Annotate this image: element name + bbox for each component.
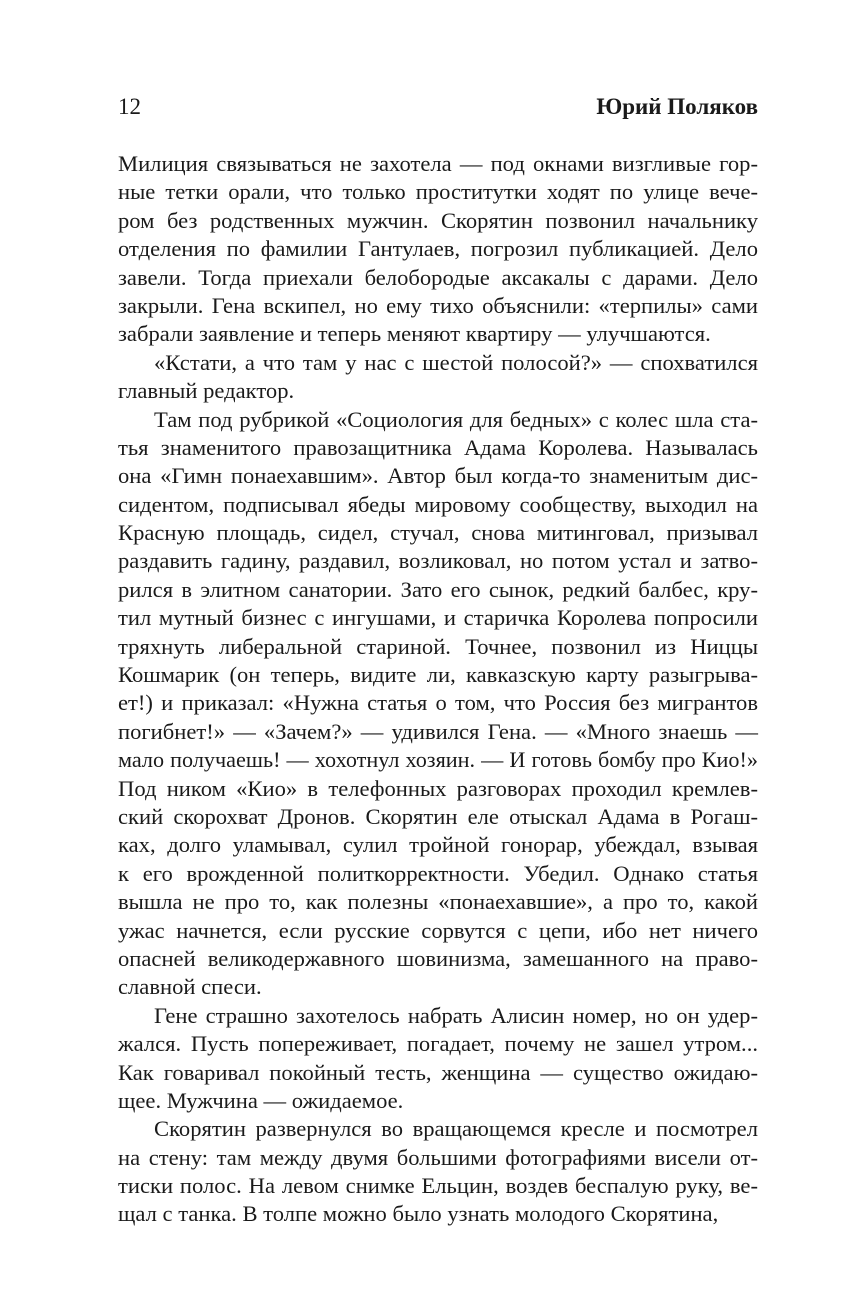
paragraph [118, 150, 758, 349]
text-line: рился в элитном санатории. Зато его сынок, редкий балбес, кру- [118, 576, 758, 602]
text-line: «Кстати, а что там у нас с шестой полосой?» — спохватился [154, 349, 758, 375]
text-line: ках, долго уламывал, сулил тройной гонорар, убеждал, взывая [118, 832, 758, 858]
text-line: закрыли. Гена вскипел, но ему тихо объяснили: «терпилы» сами [118, 292, 758, 318]
text-line: ром без родственных мужчин. Скорятин позвонил начальнику [118, 207, 758, 233]
text-line: щал с танка. В толпе можно было узнать молодого Скорятина, [118, 1201, 719, 1227]
text-line: Кошмарик (он теперь, видите ли, кавказскую карту разыгрыва- [118, 662, 758, 688]
book-page [118, 92, 758, 1229]
page-header [118, 92, 758, 126]
body-text [118, 150, 758, 1229]
text-line: щее. Мужчина — ожидаемое. [118, 1087, 404, 1113]
paragraph [118, 1002, 758, 1116]
text-line: тил мутный бизнес с ингушами, и старичка Королева попросили [118, 605, 758, 631]
text-line: Там под рубрикой «Социология для бедных» с колес шла ста- [154, 406, 758, 432]
text-line: Красную площадь, сидел, стучал, снова митинговал, призывал [118, 520, 758, 546]
paragraph [118, 406, 758, 1002]
text-line: она «Гимн понаехавшим». Автор был когда-то знаменитым дис- [118, 463, 758, 489]
running-title: Юрий Поляков [596, 94, 758, 119]
text-line: раздавить гадину, раздавил, возликовал, но потом устал и затво- [118, 548, 758, 574]
text-line: ет!) и приказал: «Нужна статья о том, что Россия без мигрантов [118, 690, 758, 716]
text-line: главный редактор. [118, 378, 295, 404]
text-line: погибнет!» — «Зачем?» — удивился Гена. — «Много знаешь — [118, 718, 758, 744]
text-line: забрали заявление и теперь меняют квартиру — улучшаются. [118, 321, 711, 347]
text-line: тряхнуть либеральной стариной. Точнее, позвонил из Ниццы [118, 633, 758, 659]
text-line: опасней великодержавного шовинизма, замешанного на право- [118, 945, 758, 971]
text-line: жался. Пусть попереживает, погадает, почему не зашел утром... [118, 1031, 758, 1057]
text-line: сидентом, подписывал ябеды мировому сообществу, выходил на [118, 491, 758, 517]
text-line: вышла не про то, как полезны «понаехавшие», а про то, какой [118, 889, 758, 915]
page-number: 12 [118, 94, 141, 119]
text-line: ужас начнется, если русские сорвутся с цепи, ибо нет ничего [118, 917, 758, 943]
text-line: ные тетки орали, что только проститутки ходят по улице вече- [118, 179, 758, 205]
text-line: Милиция связываться не захотела — под окнами визгливые гор- [118, 151, 758, 176]
text-line: ский скорохват Дронов. Скорятин еле отыскал Адама в Рогаш- [118, 803, 758, 829]
text-line: к его врожденной политкорректности. Убедил. Однако статья [118, 860, 758, 886]
text-line: тиски полос. На левом снимке Ельцин, воздев беспалую руку, ве- [118, 1173, 758, 1199]
paragraph [118, 349, 758, 406]
text-line: мало получаешь! — хохотнул хозяин. — И готовь бомбу про Кио!» [118, 747, 758, 773]
text-line: отделения по фамилии Гантулаев, погрозил публикацией. Дело [118, 236, 758, 262]
text-line: славной спеси. [118, 974, 262, 1000]
text-line: Как говаривал покойный тесть, женщина — существо ожидаю- [118, 1059, 758, 1085]
text-line: Гене страшно захотелось набрать Алисин номер, но он удер- [154, 1002, 758, 1028]
text-line: Скорятин развернулся во вращающемся кресле и посмотрел [154, 1116, 758, 1142]
paragraph [118, 1115, 758, 1229]
text-line: завели. Тогда приехали белобородые аксакалы с дарами. Дело [118, 264, 758, 290]
text-line: тья знаменитого правозащитника Адама Королева. Называлась [118, 434, 758, 460]
text-line: Под ником «Кио» в телефонных разговорах проходил кремлев- [118, 775, 758, 801]
text-line: на стену: там между двумя большими фотографиями висели от- [118, 1144, 758, 1170]
